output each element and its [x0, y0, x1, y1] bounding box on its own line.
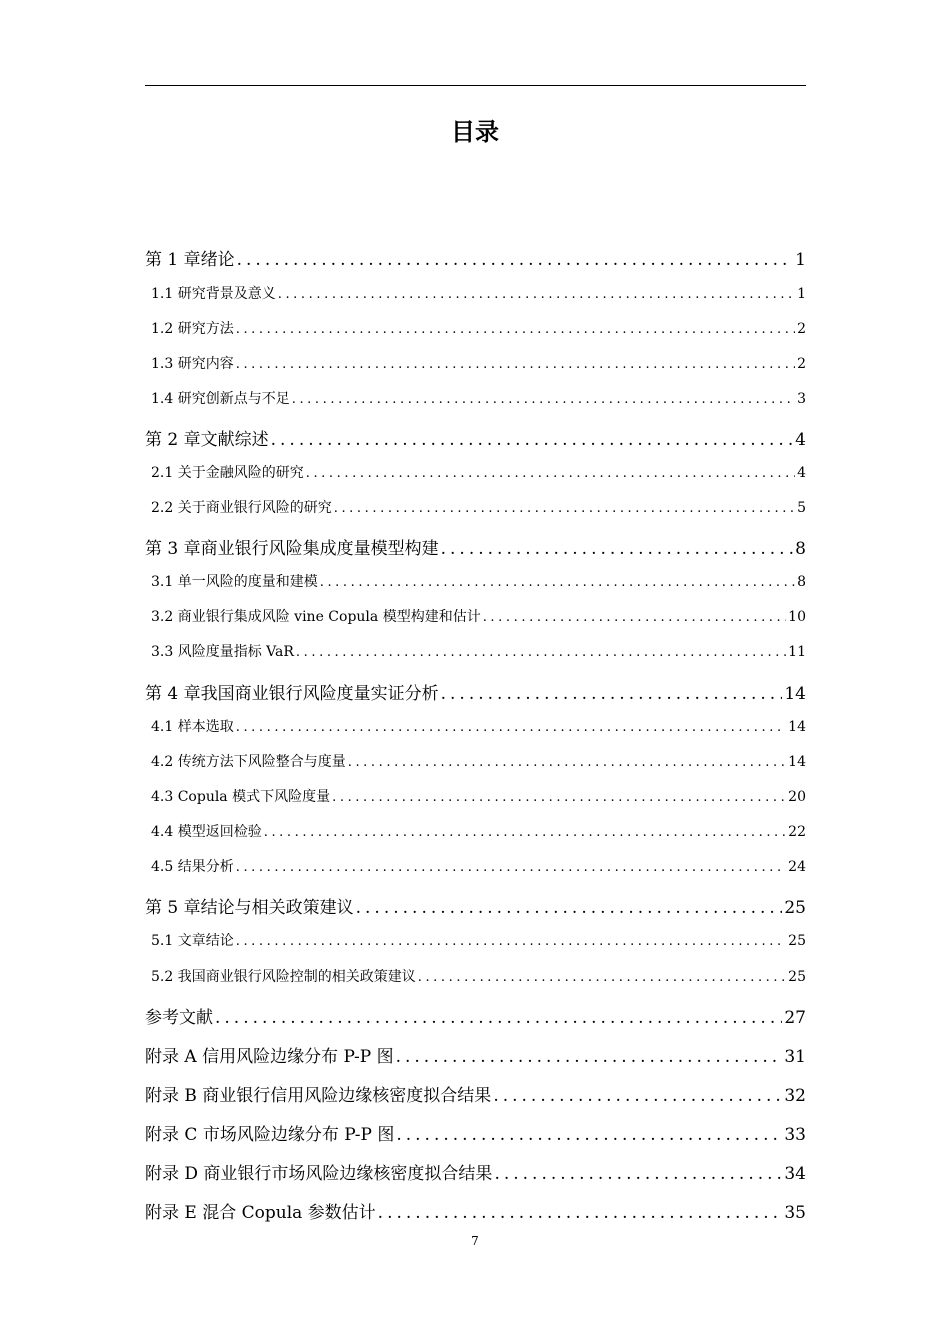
toc-entry-appendix-c[interactable]	[145, 1120, 806, 1145]
toc-entry-label: 5.1 文章结论	[151, 933, 234, 949]
dot-leader	[378, 1203, 783, 1223]
toc-entry-3-1[interactable]	[145, 571, 806, 591]
toc-entry-appendix-a[interactable]	[145, 1042, 806, 1067]
dot-leader	[356, 898, 783, 918]
dot-leader	[292, 392, 795, 407]
toc-entry-label: 3.2 商业银行集成风险 vine Copula 模型构建和估计	[151, 609, 481, 625]
toc-entry-page: 4	[795, 430, 806, 450]
dot-leader	[441, 539, 794, 559]
toc-entry-5-2[interactable]	[145, 966, 806, 986]
toc-entry-page: 27	[784, 1008, 806, 1028]
dot-leader	[296, 645, 786, 660]
toc-entry-page: 2	[797, 356, 806, 372]
toc-entry-ch2[interactable]	[145, 425, 806, 450]
toc-entry-page: 14	[788, 719, 806, 735]
toc-entry-label: 附录 B 商业银行信用风险边缘核密度拟合结果	[145, 1086, 492, 1106]
toc-entry-label: 4.2 传统方法下风险整合与度量	[151, 754, 346, 770]
toc-entry-appendix-b[interactable]	[145, 1081, 806, 1106]
toc-entry-label: 4.4 模型返回检验	[151, 824, 262, 840]
toc-entry-label: 第 3 章商业银行风险集成度量模型构建	[145, 539, 439, 559]
toc-entry-label: 附录 C 市场风险边缘分布 P-P 图	[145, 1125, 395, 1145]
toc-entry-references[interactable]	[145, 1003, 806, 1028]
toc-entry-page: 8	[797, 574, 806, 590]
toc-entry-label: 附录 D 商业银行市场风险边缘核密度拟合结果	[145, 1164, 493, 1184]
dot-leader	[441, 684, 783, 704]
toc-entry-appendix-d[interactable]	[145, 1159, 806, 1184]
dot-leader	[320, 575, 795, 590]
toc-entry-4-2[interactable]	[145, 751, 806, 771]
toc-entry-label: 1.1 研究背景及意义	[151, 286, 276, 302]
toc-entry-ch3[interactable]	[145, 534, 806, 559]
toc-entry-label: 2.2 关于商业银行风险的研究	[151, 500, 332, 516]
dot-leader	[348, 755, 786, 770]
toc-entry-page: 11	[788, 644, 806, 660]
dot-leader	[306, 466, 795, 481]
toc-entry-page: 3	[797, 391, 806, 407]
toc-entry-page: 35	[784, 1203, 806, 1223]
toc-entry-4-3[interactable]	[145, 786, 806, 806]
toc-entry-label: 5.2 我国商业银行风险控制的相关政策建议	[151, 969, 416, 985]
toc-entry-page: 34	[784, 1164, 806, 1184]
dot-leader	[236, 934, 786, 949]
toc-entry-3-2[interactable]	[145, 606, 806, 626]
dot-leader	[236, 322, 795, 337]
toc-entry-label: 4.1 样本选取	[151, 719, 234, 735]
dot-leader	[494, 1164, 782, 1184]
dot-leader	[271, 430, 794, 450]
toc-entry-ch1[interactable]	[145, 245, 806, 270]
header-rule	[145, 85, 806, 86]
toc-entry-page: 14	[788, 754, 806, 770]
toc-title: 目录	[451, 118, 499, 146]
toc-entry-page: 24	[788, 859, 806, 875]
toc-entry-label: 3.1 单一风险的度量和建模	[151, 574, 318, 590]
dot-leader	[215, 1008, 782, 1028]
toc-entry-label: 参考文献	[145, 1008, 213, 1028]
toc-entry-label: 1.3 研究内容	[151, 356, 234, 372]
toc-entry-1-4[interactable]	[145, 388, 806, 408]
dot-leader	[236, 860, 786, 875]
dot-leader	[264, 825, 786, 840]
dot-leader	[236, 357, 795, 372]
toc-entry-ch4[interactable]	[145, 679, 806, 704]
toc-entry-2-2[interactable]	[145, 497, 806, 517]
toc-entry-4-1[interactable]	[145, 716, 806, 736]
dot-leader	[278, 287, 795, 302]
toc-entry-label: 2.1 关于金融风险的研究	[151, 465, 304, 481]
toc-entry-page: 25	[788, 969, 806, 985]
toc-entry-label: 附录 E 混合 Copula 参数估计	[145, 1203, 376, 1223]
toc-entry-page: 8	[795, 539, 806, 559]
toc-entry-page: 10	[788, 609, 806, 625]
toc-entry-page: 14	[784, 684, 806, 704]
toc-entry-label: 3.3 风险度量指标 VaR	[151, 644, 294, 660]
toc-entry-3-3[interactable]	[145, 641, 806, 661]
toc-entry-1-2[interactable]	[145, 318, 806, 338]
toc-entry-4-5[interactable]	[145, 856, 806, 876]
dot-leader	[396, 1047, 783, 1067]
toc-entry-label: 1.4 研究创新点与不足	[151, 391, 290, 407]
dot-leader	[332, 790, 786, 805]
dot-leader	[396, 1125, 782, 1145]
toc-entry-label: 1.2 研究方法	[151, 321, 234, 337]
toc-entry-label: 第 2 章文献综述	[145, 430, 269, 450]
dot-leader	[493, 1086, 782, 1106]
toc-entry-page: 32	[784, 1086, 806, 1106]
dot-leader	[237, 250, 794, 270]
page-number: 7	[471, 1234, 479, 1248]
dot-leader	[236, 720, 786, 735]
toc-entry-page: 25	[788, 933, 806, 949]
toc-entry-1-3[interactable]	[145, 353, 806, 373]
toc-entry-4-4[interactable]	[145, 821, 806, 841]
toc-entry-label: 第 4 章我国商业银行风险度量实证分析	[145, 684, 439, 704]
toc-entry-page: 33	[784, 1125, 806, 1145]
toc-entry-label: 附录 A 信用风险边缘分布 P-P 图	[145, 1047, 394, 1067]
toc-entry-page: 22	[788, 824, 806, 840]
toc-entry-1-1[interactable]	[145, 283, 806, 303]
toc-entry-page: 4	[797, 465, 806, 481]
toc-entry-label: 4.3 Copula 模式下风险度量	[151, 789, 331, 805]
dot-leader	[483, 610, 786, 625]
toc-entry-page: 31	[784, 1047, 806, 1067]
toc-entry-page: 25	[784, 898, 806, 918]
dot-leader	[418, 970, 786, 985]
toc-entry-ch5[interactable]	[145, 893, 806, 918]
toc-entry-label: 第 5 章结论与相关政策建议	[145, 898, 354, 918]
toc-entry-appendix-e[interactable]	[145, 1198, 806, 1223]
toc-entry-label: 4.5 结果分析	[151, 859, 234, 875]
toc-entry-page: 5	[797, 500, 806, 516]
toc-entry-2-1[interactable]	[145, 462, 806, 482]
dot-leader	[334, 501, 795, 516]
toc-entry-page: 2	[797, 321, 806, 337]
toc-entry-5-1[interactable]	[145, 930, 806, 950]
toc-entry-page: 1	[795, 250, 806, 270]
toc-entry-label: 第 1 章绪论	[145, 250, 235, 270]
toc-entry-page: 20	[788, 789, 806, 805]
toc-entry-page: 1	[797, 286, 806, 302]
